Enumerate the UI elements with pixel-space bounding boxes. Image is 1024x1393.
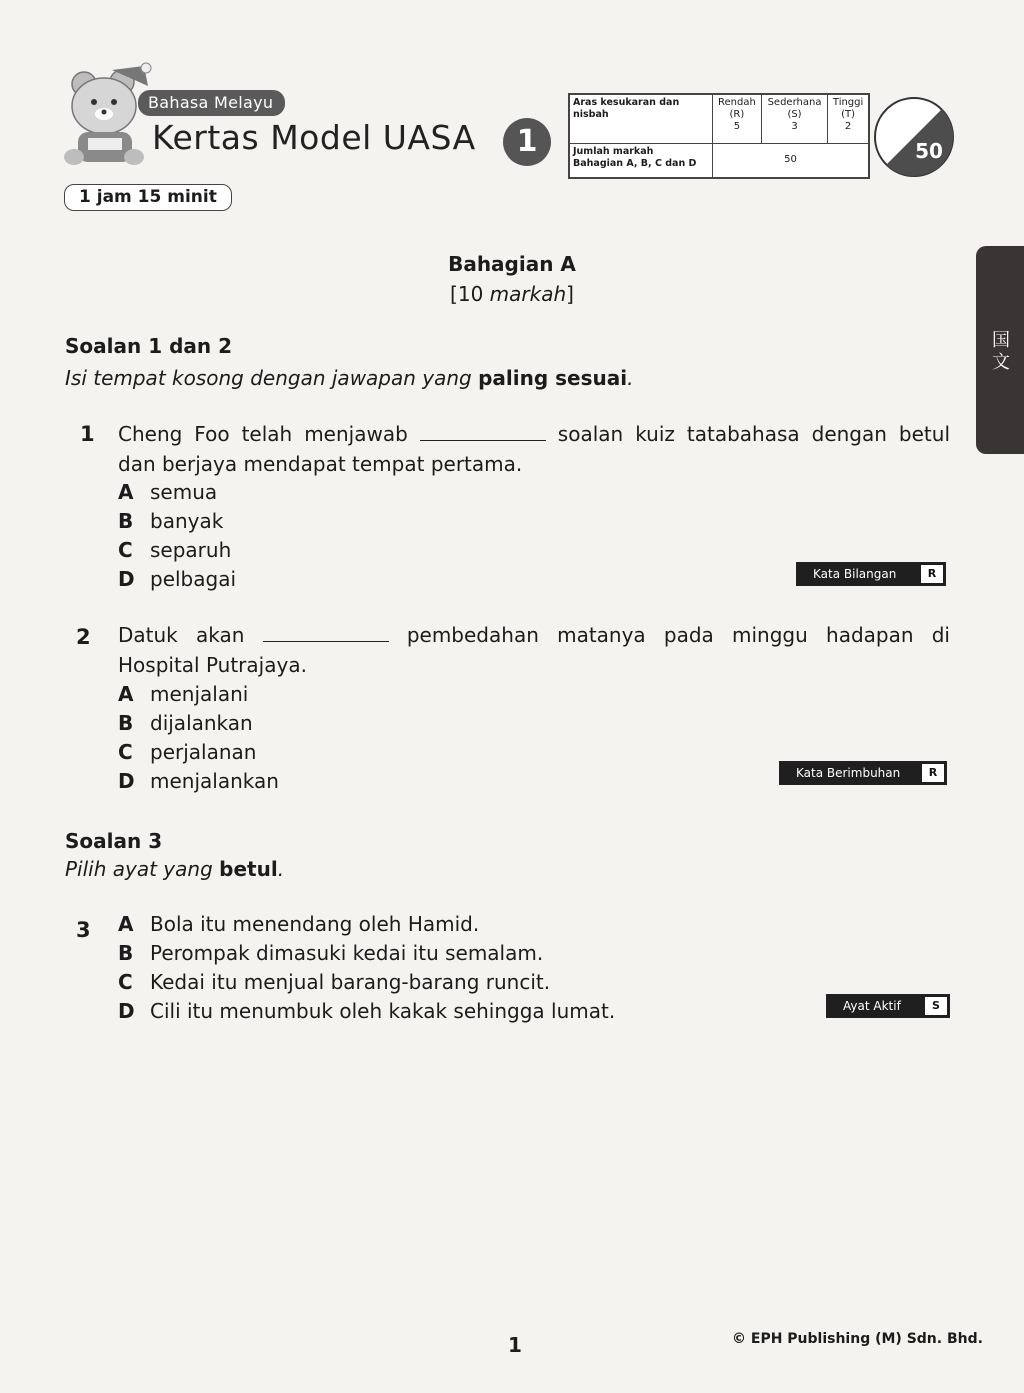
- option-text: Kedai itu menjual barang-barang runcit.: [150, 970, 551, 994]
- option-letter: D: [118, 769, 135, 793]
- difficulty-mid-label: Sederhana: [767, 97, 822, 108]
- difficulty-level-badge: R: [922, 764, 944, 782]
- group2-instruction: [65, 857, 284, 881]
- option-letter: B: [118, 711, 134, 735]
- total-marks-label-line2: Bahagian A, B, C dan D: [573, 157, 697, 169]
- difficulty-mid-code: (S): [787, 109, 802, 120]
- q3-option[interactable]: [118, 999, 615, 1023]
- paper-number-badge: 1: [503, 118, 551, 166]
- option-text: semua: [150, 480, 218, 504]
- q2-option[interactable]: [118, 711, 253, 735]
- difficulty-level-badge: R: [921, 565, 943, 583]
- option-text: menjalani: [150, 682, 249, 706]
- option-text: menjalankan: [150, 769, 279, 793]
- difficulty-low-value: 5: [733, 121, 741, 132]
- side-tab-char-1: 国: [992, 330, 1010, 351]
- total-marks-label-line1: Jumlah markah: [573, 145, 654, 157]
- option-text: separuh: [150, 538, 232, 562]
- group2-heading: Soalan 3: [65, 829, 163, 853]
- q3-option[interactable]: [118, 970, 550, 994]
- option-text: Cili itu menumbuk oleh kakak sehingga lumat.: [150, 999, 616, 1023]
- topic-tag-label: Ayat Aktif: [843, 999, 901, 1013]
- q2-topic-tag: [779, 761, 947, 785]
- section-title: Bahagian A: [448, 252, 576, 276]
- q1-answer-blank[interactable]: [420, 422, 546, 441]
- question-2-text-line2: Hospital Putrajaya.: [118, 653, 307, 677]
- page-number: 1: [508, 1333, 522, 1357]
- difficulty-row-label: Aras kesukaran dan nisbah: [569, 94, 713, 143]
- q2-answer-blank[interactable]: [263, 623, 389, 642]
- instruction-bold: betul: [219, 857, 278, 881]
- option-letter: C: [118, 538, 133, 562]
- marks-open: [10: [450, 282, 490, 306]
- difficulty-low: [713, 94, 762, 143]
- instruction-text: Isi tempat kosong dengan jawapan yang: [65, 366, 479, 390]
- question-1-text-line2: dan berjaya mendapat tempat pertama.: [118, 452, 523, 476]
- section-marks: [0, 282, 1024, 306]
- topic-tag-label: Kata Bilangan: [813, 567, 897, 581]
- question-2-text: [118, 620, 950, 650]
- score-total: 50: [915, 139, 943, 163]
- difficulty-level-badge: S: [925, 997, 947, 1015]
- instruction-end: .: [627, 366, 634, 390]
- difficulty-mid-value: 3: [791, 121, 798, 132]
- side-tab-char-2: 文: [992, 352, 1010, 373]
- instruction-text: Pilih ayat yang: [65, 857, 220, 881]
- topic-tag-label: Kata Berimbuhan: [796, 766, 901, 780]
- q1-option[interactable]: [118, 509, 223, 533]
- difficulty-high-value: 2: [844, 121, 852, 132]
- difficulty-table: [568, 93, 870, 179]
- option-letter: D: [118, 999, 135, 1023]
- marks-word: markah: [489, 282, 567, 306]
- difficulty-mid: [761, 94, 827, 143]
- duration-label: 1 jam 15 minit: [64, 184, 232, 211]
- option-letter: C: [118, 740, 133, 764]
- question-1-number: 1: [80, 422, 95, 446]
- copyright-notice: © EPH Publishing (M) Sdn. Bhd.: [732, 1331, 983, 1347]
- q1-option[interactable]: [118, 538, 231, 562]
- difficulty-high: [828, 94, 869, 143]
- option-text: dijalankan: [150, 711, 253, 735]
- option-letter: D: [118, 567, 135, 591]
- option-letter: C: [118, 970, 133, 994]
- total-marks-value: 50: [713, 143, 870, 178]
- q1-text-after: soalan kuiz tatabahasa dengan betul: [557, 422, 951, 446]
- difficulty-high-code: (T): [841, 109, 856, 120]
- option-text: Perompak dimasuki kedai itu semalam.: [150, 941, 544, 965]
- difficulty-low-code: (R): [729, 109, 745, 120]
- question-3-number: 3: [76, 918, 91, 942]
- group1-heading: Soalan 1 dan 2: [65, 334, 233, 358]
- q2-option[interactable]: [118, 769, 279, 793]
- q1-option[interactable]: [118, 480, 217, 504]
- q1-topic-tag: [796, 562, 946, 586]
- page-title: Kertas Model UASA: [152, 118, 476, 157]
- q2-text-after: pembedahan matanya pada minggu hadapan di: [406, 623, 950, 647]
- q2-option[interactable]: [118, 682, 248, 706]
- q2-text-before: Datuk akan: [118, 623, 245, 647]
- option-text: perjalanan: [150, 740, 257, 764]
- q3-option[interactable]: [118, 912, 479, 936]
- side-tab-label: [987, 330, 1015, 374]
- option-letter: A: [118, 480, 134, 504]
- question-2-number: 2: [76, 625, 91, 649]
- q2-option[interactable]: [118, 740, 256, 764]
- difficulty-low-label: Rendah: [718, 97, 756, 108]
- option-text: banyak: [150, 509, 224, 533]
- bear-mascot-icon: [62, 62, 162, 174]
- option-letter: A: [118, 912, 134, 936]
- score-circle: [873, 96, 955, 178]
- group1-instruction: [65, 366, 633, 390]
- question-1-text: [118, 419, 950, 449]
- total-marks-label: [569, 143, 713, 178]
- marks-close: ]: [566, 282, 574, 306]
- option-text: pelbagai: [150, 567, 237, 591]
- option-letter: B: [118, 941, 134, 965]
- instruction-bold: paling sesuai: [478, 366, 628, 390]
- q3-option[interactable]: [118, 941, 543, 965]
- q3-topic-tag: [826, 994, 950, 1018]
- option-text: Bola itu menendang oleh Hamid.: [150, 912, 480, 936]
- q1-text-before: Cheng Foo telah menjawab: [118, 422, 408, 446]
- subject-label: Bahasa Melayu: [138, 90, 285, 116]
- difficulty-high-label: Tinggi: [832, 97, 864, 108]
- option-letter: A: [118, 682, 134, 706]
- instruction-end: .: [277, 857, 285, 881]
- option-letter: B: [118, 509, 134, 533]
- q1-option[interactable]: [118, 567, 236, 591]
